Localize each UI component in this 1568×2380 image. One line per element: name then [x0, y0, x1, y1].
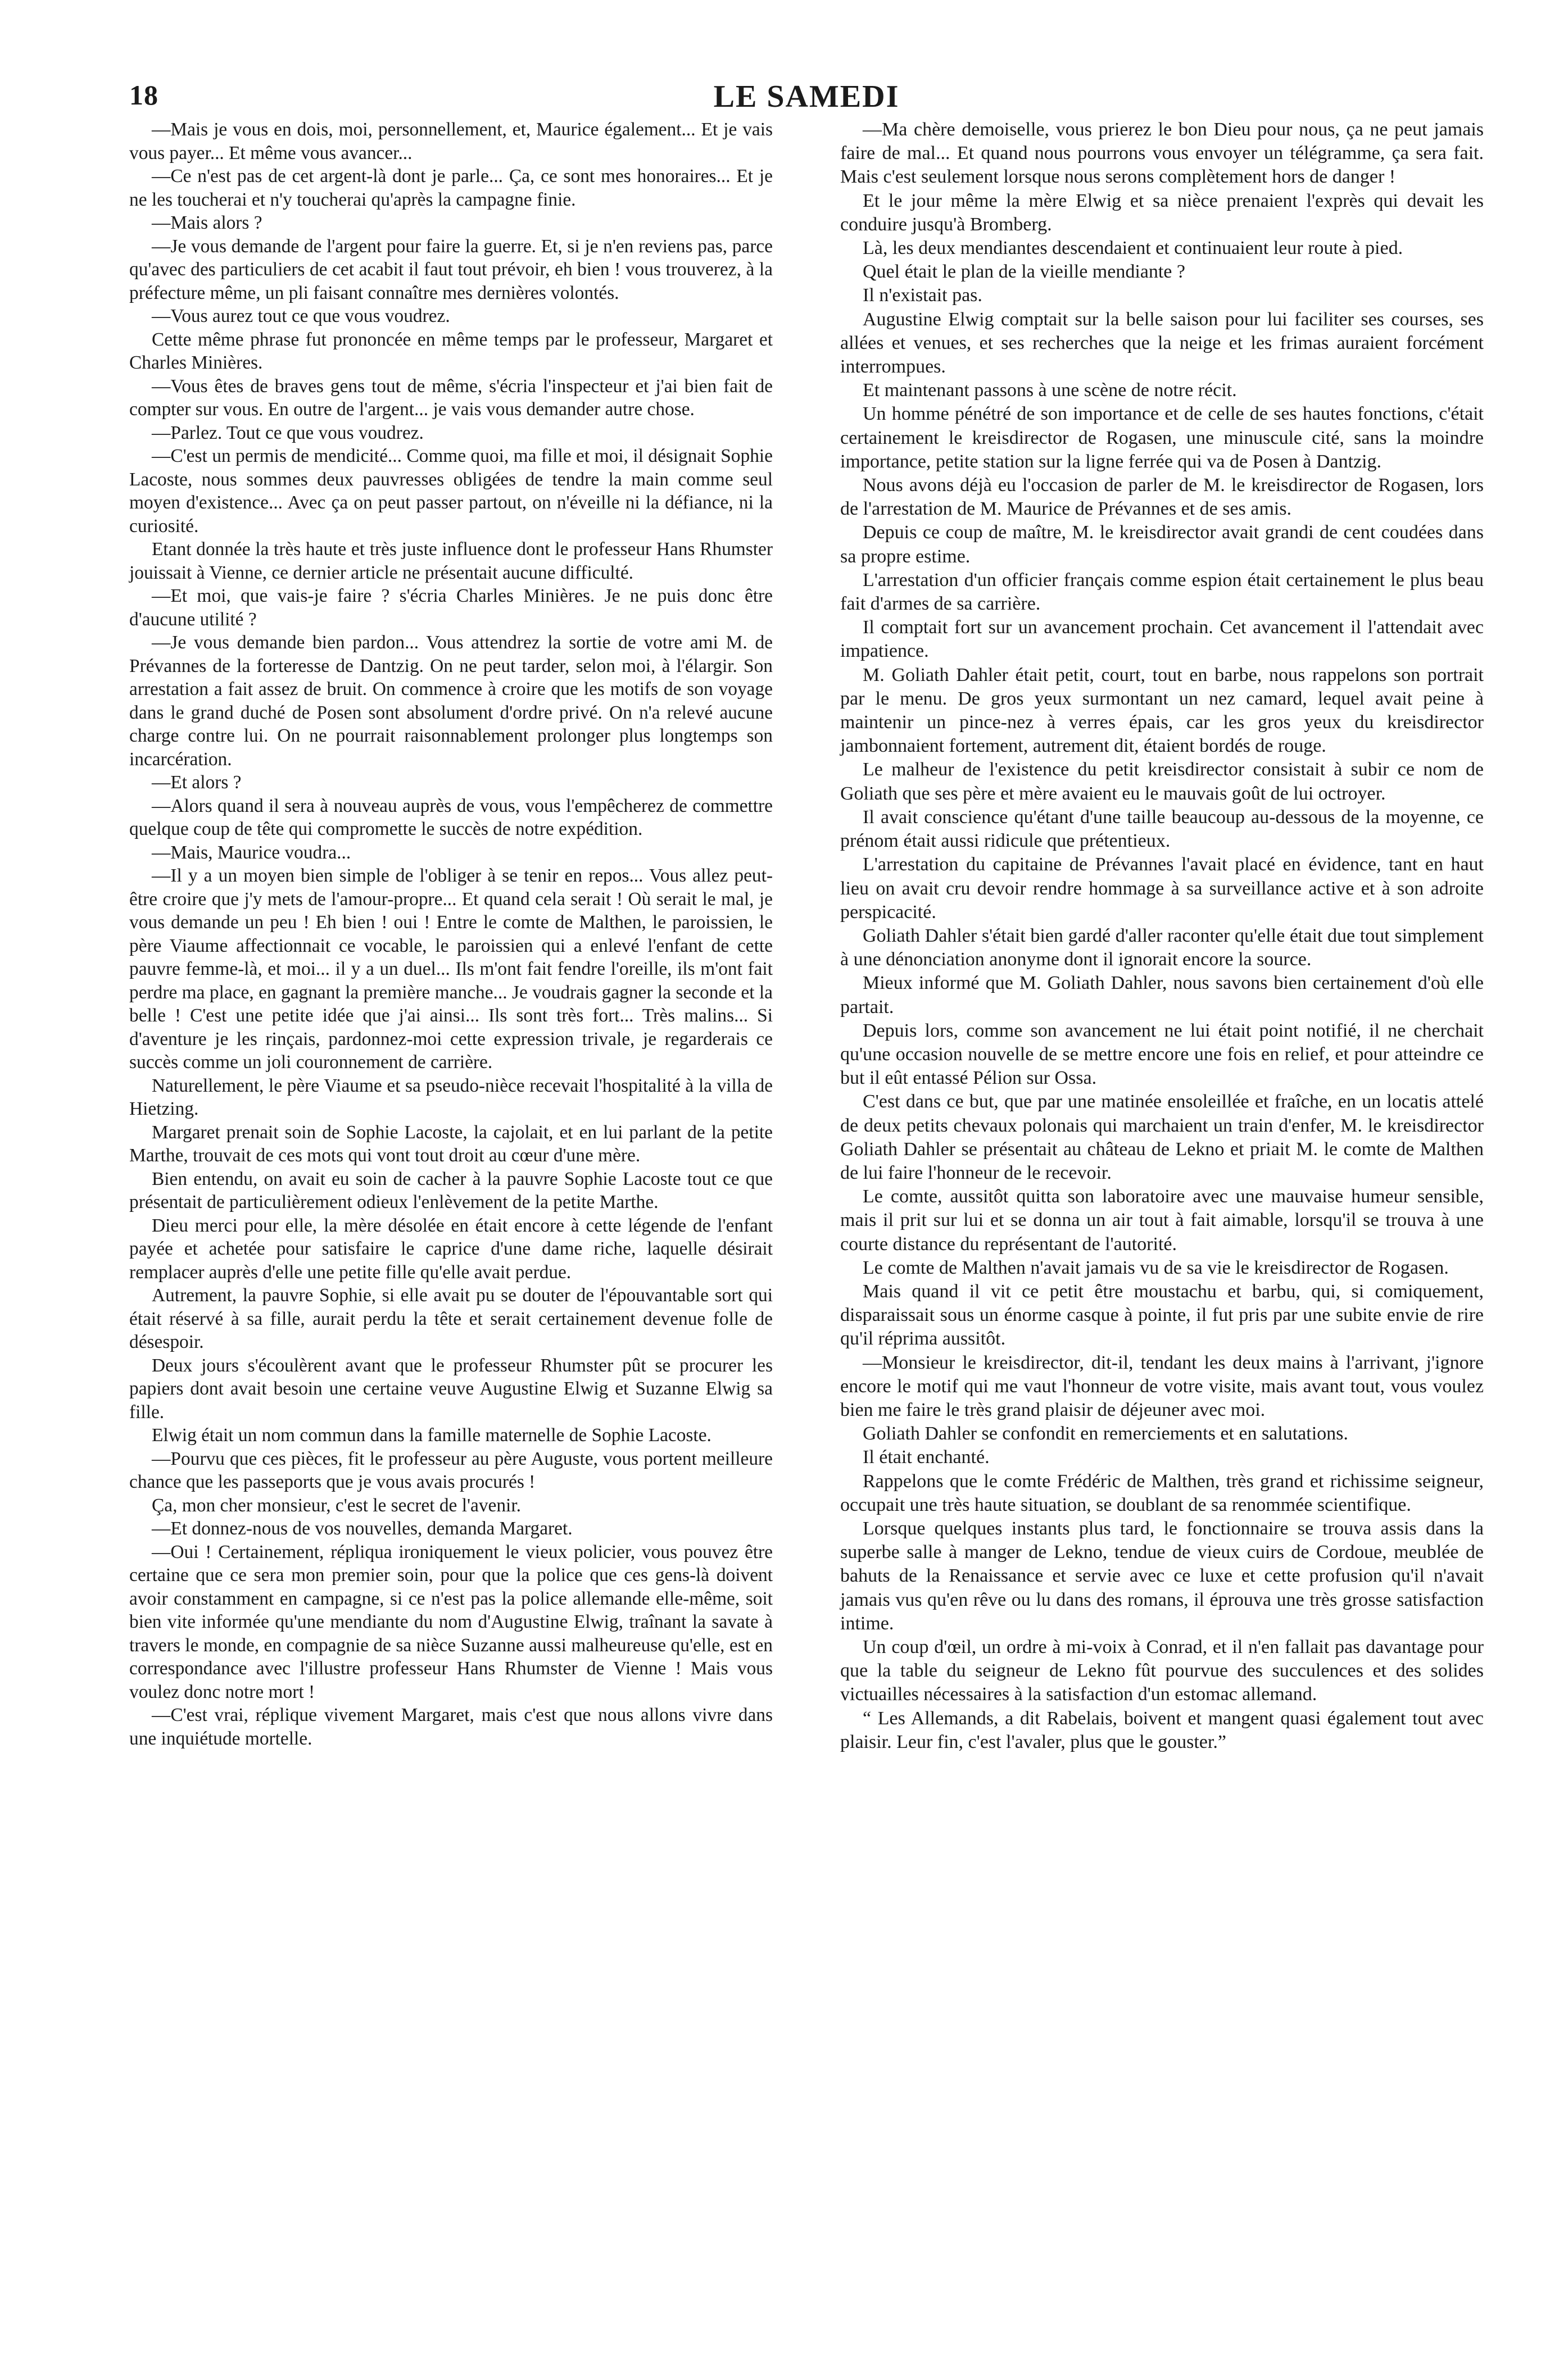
- paragraph: Il comptait fort sur un avancement prochain. Cet avancement il l'attendait avec impatience.: [840, 617, 1484, 662]
- right-column: [840, 118, 1484, 1754]
- paragraph: Un coup d'œil, un ordre à mi-voix à Conrad, et il n'en fallait pas davantage pour que la table du seigneur de Lekno fût pourvue des succulences et des solides victuailles nécessaires à la satisfaction d'un estomac allemand.: [840, 1637, 1484, 1705]
- paragraph: —Je vous demande bien pardon... Vous attendrez la sortie de votre ami M. de Prévannes de la forteresse de Dantzig. On ne peut tarder, selon moi, à l'élargir. Son arrestation a fait assez de bruit. On commence à croire que les motifs de son voyage dans le grand duché de Posen sont absolument d'ordre privé. On n'a relevé aucune charge contre lui. On ne pourrait raisonnablement prolonger plus longtemps son incarcération.: [129, 632, 773, 770]
- paragraph: Deux jours s'écoulèrent avant que le professeur Rhumster pût se procurer les papiers dont avait besoin une certaine veuve Augustine Elwig et Suzanne Elwig sa fille.: [129, 1355, 773, 1423]
- paragraph: L'arrestation du capitaine de Prévannes l'avait placé en évidence, tant en haut lieu on avait cru devoir rendre hommage à sa surveillance active et à son adroite perspicacité.: [840, 854, 1484, 923]
- paragraph: Nous avons déjà eu l'occasion de parler de M. le kreisdirector de Rogasen, lors de l'arrestation de M. Maurice de Prévannes et de ses amis.: [840, 475, 1484, 520]
- paragraph: —Parlez. Tout ce que vous voudrez.: [152, 422, 424, 443]
- paragraph: Cette même phrase fut prononcée en même temps par le professeur, Margaret et Charles Minières.: [129, 329, 773, 373]
- running-title: LE SAMEDI: [713, 79, 900, 114]
- paragraph: Rappelons que le comte Frédéric de Malthen, très grand et richissime seigneur, occupait une très haute situation, se doublant de sa renommée scientifique.: [840, 1470, 1484, 1515]
- paragraph: Goliath Dahler s'était bien gardé d'aller raconter qu'elle était due tout simplement à une dénonciation anonyme dont il ignorait encore la source.: [840, 925, 1484, 970]
- paragraph: —Pourvu que ces pièces, fit le professeur au père Auguste, vous portent meilleure chance que les passeports que je vous avais procurés !: [129, 1448, 773, 1492]
- paragraph: Depuis ce coup de maître, M. le kreisdirector avait grandi de cent coudées dans sa propre estime.: [840, 522, 1484, 567]
- paragraph: Le comte de Malthen n'avait jamais vu de sa vie le kreisdirector de Rogasen.: [863, 1257, 1449, 1278]
- paragraph: —Ce n'est pas de cet argent-là dont je parle... Ça, ce sont mes honoraires... Et je ne les toucherai et n'y toucherai qu'après la campagne finie.: [129, 166, 773, 210]
- paragraph: Il n'existait pas.: [863, 285, 982, 306]
- paragraph: Goliath Dahler se confondit en remerciements et en salutations.: [863, 1423, 1348, 1445]
- paragraph: —Oui ! Certainement, répliqua ironiquement le vieux policier, vous pouvez être certaine que ce sera mon premier soin, pour que la police que ces gens-là doivent avoir constamment en campagne, si ce n'est pas la police allemande elle-même, soit bien vite informée qu'une mendiante du nom d'Augustine Elwig, traînant la savate à travers le monde, en compagnie de sa nièce Suzanne aussi malheureuse qu'elle, est en correspondance avec l'illustre professeur Hans Rhumster de Vienne ! Mais vous voulez donc notre mort !: [129, 1541, 773, 1702]
- paragraph: Ça, mon cher monsieur, c'est le secret de l'avenir.: [152, 1495, 521, 1516]
- paragraph: Lorsque quelques instants plus tard, le fonctionnaire se trouva assis dans la superbe salle à manger de Lekno, tendue de vieux cuirs de Cordoue, meublée de bahuts de la Renaissance et servie avec ce luxe et cette profusion qu'il n'avait jamais vus qu'en rêve ou lu dans des romans, il éprouva une très grosse satisfaction intime.: [840, 1518, 1484, 1634]
- paragraph: —Il y a un moyen bien simple de l'obliger à se tenir en repos... Vous allez peut-être croire que j'y mets de l'amour-propre... Et quand cela serait ! Où serait le mal, je vous demande un peu ! Eh bien ! oui ! Entre le comte de Malthen, le paroissien, le père Viaume affectionnait ce vocable, le paroissien qui a enlevé l'enfant de cette pauvre femme-là, et moi... il y a un duel... Ils m'ont fait fendre l'oreille, ils m'ont fait perdre ma place, en gagnant la première manche... Je voudrais gagner la seconde et la belle ! C'est une petite idée que j'ai ainsi... Ils sont très fort... Très malins... Si d'aventure je les rinçais, pardonnez-moi cette expression trivale, je regarderais ce succès comme un joli couronnement de carrière.: [129, 865, 773, 1073]
- paragraph: —Vous aurez tout ce que vous voudrez.: [152, 306, 450, 326]
- paragraph: —Alors quand il sera à nouveau auprès de vous, vous l'empêcherez de commettre quelque coup de tête qui compromette le succès de notre expédition.: [129, 795, 773, 839]
- text-columns: [129, 118, 1484, 1754]
- paragraph: Il avait conscience qu'étant d'une taille beaucoup au-dessous de la moyenne, ce prénom était aussi ridicule que prétentieux.: [840, 806, 1484, 852]
- paragraph: —C'est vrai, réplique vivement Margaret, mais c'est que nous allons vivre dans une inquiétude mortelle.: [129, 1705, 773, 1749]
- paragraph: Bien entendu, on avait eu soin de cacher à la pauvre Sophie Lacoste tout ce que présentait de particulièrement odieux l'enlèvement de la petite Marthe.: [129, 1168, 773, 1212]
- paragraph: —Ma chère demoiselle, vous prierez le bon Dieu pour nous, ça ne peut jamais faire de mal... Et quand nous pourrons vous envoyer un télégramme, ça sera fait. Mais c'est seulement lorsque nous serons complètement hors de danger !: [840, 119, 1484, 188]
- paragraph: Il était enchanté.: [863, 1447, 990, 1468]
- paragraph: Et le jour même la mère Elwig et sa nièce prenaient l'exprès qui devait les conduire jusqu'à Bromberg.: [840, 190, 1484, 235]
- paragraph: Quel était le plan de la vieille mendiante ?: [863, 261, 1185, 283]
- paragraph: C'est dans ce but, que par une matinée ensoleillée et fraîche, en un locatis attelé de deux petits chevaux polonais qui marchaient un train d'enfer, M. le kreisdirector Goliath Dahler se présentait au château de Lekno et priait M. le comte de Malthen de lui faire l'honneur de le recevoir.: [840, 1091, 1484, 1183]
- paragraph: —Mais, Maurice voudra...: [152, 842, 351, 863]
- paragraph: Autrement, la pauvre Sophie, si elle avait pu se douter de l'épouvantable sort qui était réservé à sa fille, aurait perdu la tête et serait certainement devenue folle de désespoir.: [129, 1285, 773, 1352]
- paragraph: —Mais alors ?: [152, 212, 262, 233]
- paragraph: —Et donnez-nous de vos nouvelles, demanda Margaret.: [152, 1518, 573, 1539]
- paragraph: L'arrestation d'un officier français comme espion était certainement le plus beau fait d'armes de sa carrière.: [840, 569, 1484, 615]
- paragraph: Elwig était un nom commun dans la famille maternelle de Sophie Lacoste.: [152, 1425, 712, 1446]
- paragraph: Dieu merci pour elle, la mère désolée en était encore à cette légende de l'enfant payée et achetée pour satisfaire le caprice d'une dame riche, laquelle désirait remplacer auprès d'elle une petite fille qu'elle avait perdue.: [129, 1215, 773, 1283]
- paragraph: Augustine Elwig comptait sur la belle saison pour lui faciliter ses courses, ses allées et venues, et ses recherches que la neige et les frimas auraient forcément interrompues.: [840, 308, 1484, 378]
- paragraph: Là, les deux mendiantes descendaient et continuaient leur route à pied.: [863, 238, 1403, 259]
- paragraph: Le comte, aussitôt quitta son laboratoire avec une mauvaise humeur sensible, mais il prit sur lui et se donna un air tout à fait aimable, lorsqu'il se trouva à une courte distance du représentant de l'autorité.: [840, 1186, 1484, 1255]
- paragraph: —Et moi, que vais-je faire ? s'écria Charles Minières. Je ne puis donc être d'aucune utilité ?: [129, 585, 773, 630]
- page-number: 18: [129, 79, 158, 111]
- paragraph: Margaret prenait soin de Sophie Lacoste, la cajolait, et en lui parlant de la petite Marthe, trouvait de ces mots qui vont tout droit au cœur d'une mère.: [129, 1121, 773, 1166]
- paragraph: —Et alors ?: [152, 772, 242, 793]
- paragraph: Mieux informé que M. Goliath Dahler, nous savons bien certainement d'où elle partait.: [840, 973, 1484, 1018]
- paragraph: Le malheur de l'existence du petit kreisdirector consistait à subir ce nom de Goliath que ses père et mère avaient eu le mauvais goût de lui octroyer.: [840, 759, 1484, 804]
- paragraph: Un homme pénétré de son importance et de celle de ses hautes fonctions, c'était certainement le kreisdirector de Rogasen, une minuscule cité, sans la moindre importance, petite station sur la ligne ferrée qui va de Posen à Dantzig.: [840, 403, 1484, 472]
- paragraph: Depuis lors, comme son avancement ne lui était point notifié, il ne cherchait qu'une occasion nouvelle de se mettre encore une fois en relief, et pour atteindre ce but il eût entassé Pélion sur Ossa.: [840, 1020, 1484, 1089]
- paragraph: M. Goliath Dahler était petit, court, tout en barbe, nous rappelons son portrait par le menu. De gros yeux surmontant un nez camard, lequel avait peine à maintenir un pince-nez à verres épais, car les gros yeux du kreisdirector jambonnaient fortement, autrement dit, étaient bordés de rouge.: [840, 664, 1484, 757]
- paragraph: —Monsieur le kreisdirector, dit-il, tendant les deux mains à l'arrivant, j'ignore encore le motif qui me vaut l'honneur de votre visite, mais avant tout, vous voulez bien me faire le très grand plaisir de déjeuner avec moi.: [840, 1352, 1484, 1420]
- paragraph: —Je vous demande de l'argent pour faire la guerre. Et, si je n'en reviens pas, parce qu'avec des particuliers de cet acabit il faut tout prévoir, eh bien ! vous trouverez, à la préfecture même, un pli faisant connaître mes dernières volontés.: [129, 235, 773, 303]
- left-column: [129, 118, 773, 1754]
- page-header: [129, 67, 1484, 118]
- paragraph: —Vous êtes de braves gens tout de même, s'écria l'inspecteur et j'ai bien fait de compter sur vous. En outre de l'argent... je vais vous demander autre chose.: [129, 375, 773, 420]
- paragraph: —C'est un permis de mendicité... Comme quoi, ma fille et moi, il désignait Sophie Lacoste, nous sommes deux pauvresses obligées de tendre la main comme seul moyen d'existence... Avec ça on peut passer partout, on n'éveille ni la défiance, ni la curiosité.: [129, 446, 773, 537]
- paragraph: Mais quand il vit ce petit être moustachu et barbu, qui, si comiquement, disparaissait sous un énorme casque à pointe, il fut pris par une subite envie de rire qu'il réprima aussitôt.: [840, 1280, 1484, 1350]
- paragraph: Et maintenant passons à une scène de notre récit.: [863, 380, 1237, 401]
- paragraph: —Mais je vous en dois, moi, personnellement, et, Maurice également... Et je vais vous payer... Et même vous avancer...: [129, 119, 773, 163]
- paragraph: Naturellement, le père Viaume et sa pseudo-nièce recevait l'hospitalité à la villa de Hietzing.: [129, 1075, 773, 1119]
- paragraph: “ Les Allemands, a dit Rabelais, boivent et mangent quasi également tout avec plaisir. Leur fin, c'est l'avaler, plus que le gouster.”: [840, 1707, 1484, 1752]
- paragraph: Etant donnée la très haute et très juste influence dont le professeur Hans Rhumster jouissait à Vienne, ce dernier article ne présentait aucune difficulté.: [129, 539, 773, 583]
